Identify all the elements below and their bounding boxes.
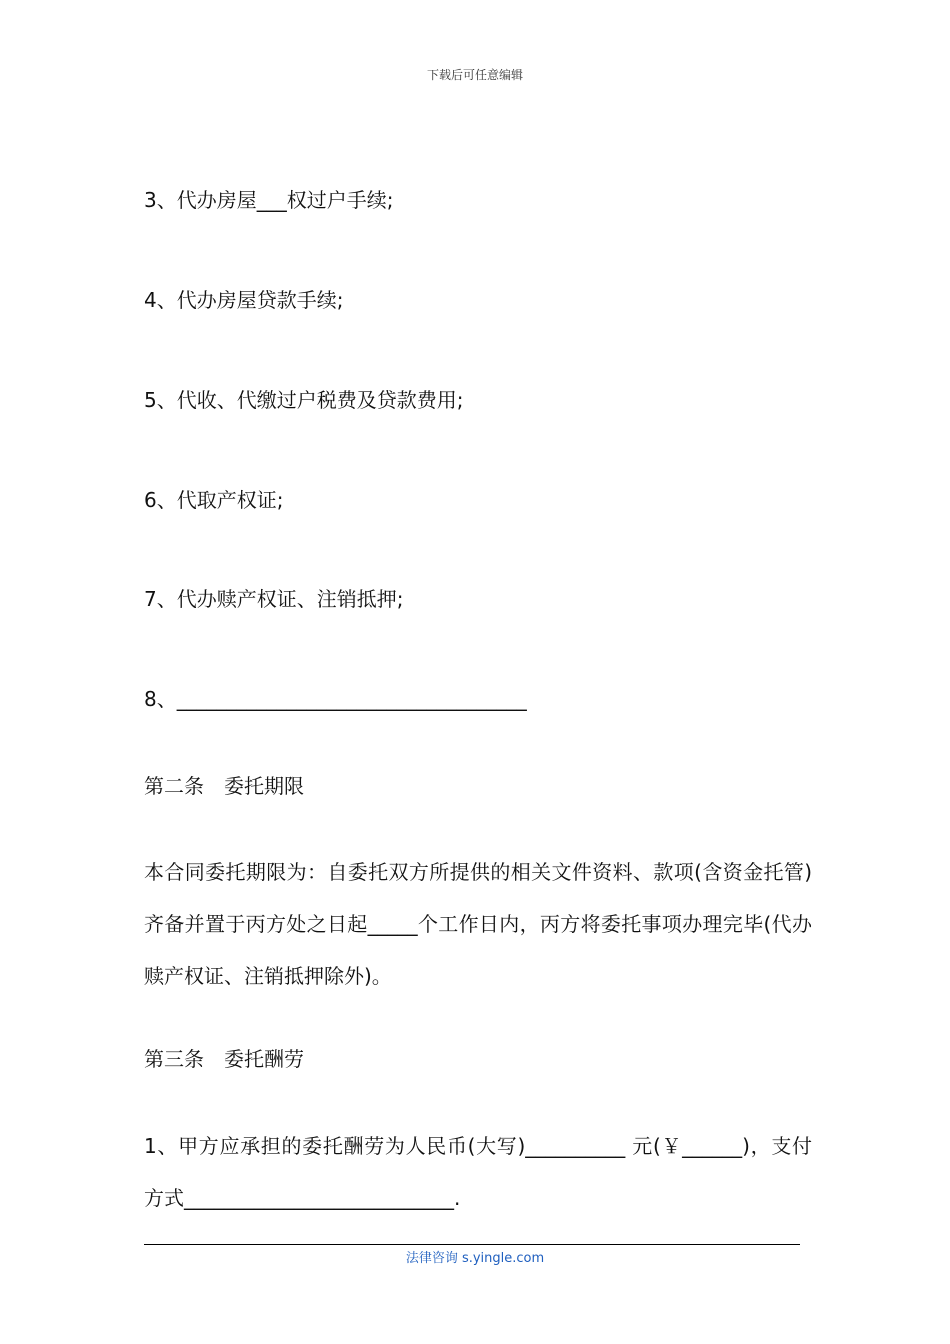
list-item-6: 6、代取产权证; — [144, 488, 284, 512]
header-note: 下载后可任意编辑 — [426, 68, 523, 82]
article2-heading: 第二条 委托期限 — [144, 774, 304, 798]
footer-link[interactable]: 法律咨询 s.yingle.com — [405, 1251, 545, 1266]
article2-body: 本合同委托期限为：自委托双方所提供的相关文件资料、款项(含资金托管)齐备并置于丙方处之日起_____个工作日内，丙方将委托事项办理完毕(代办赎产权证、注销抵押除外)。 — [144, 860, 812, 988]
article3-clause1: 1、甲方应承担的委托酬劳为人民币(大写)__________ 元(￥______)，支付方式___________________________. — [144, 1134, 812, 1210]
article3-heading: 第三条 委托酬劳 — [144, 1047, 304, 1071]
list-item-4: 4、代办房屋贷款手续; — [144, 288, 344, 312]
list-item-8: 8、___________________________________ — [144, 687, 527, 711]
list-item-7: 7、代办赎产权证、注销抵押; — [144, 587, 404, 611]
list-item-3: 3、代办房屋___权过户手续; — [144, 188, 394, 212]
footer-divider — [144, 1244, 800, 1245]
list-item-5: 5、代收、代缴过户税费及贷款费用; — [144, 388, 464, 412]
